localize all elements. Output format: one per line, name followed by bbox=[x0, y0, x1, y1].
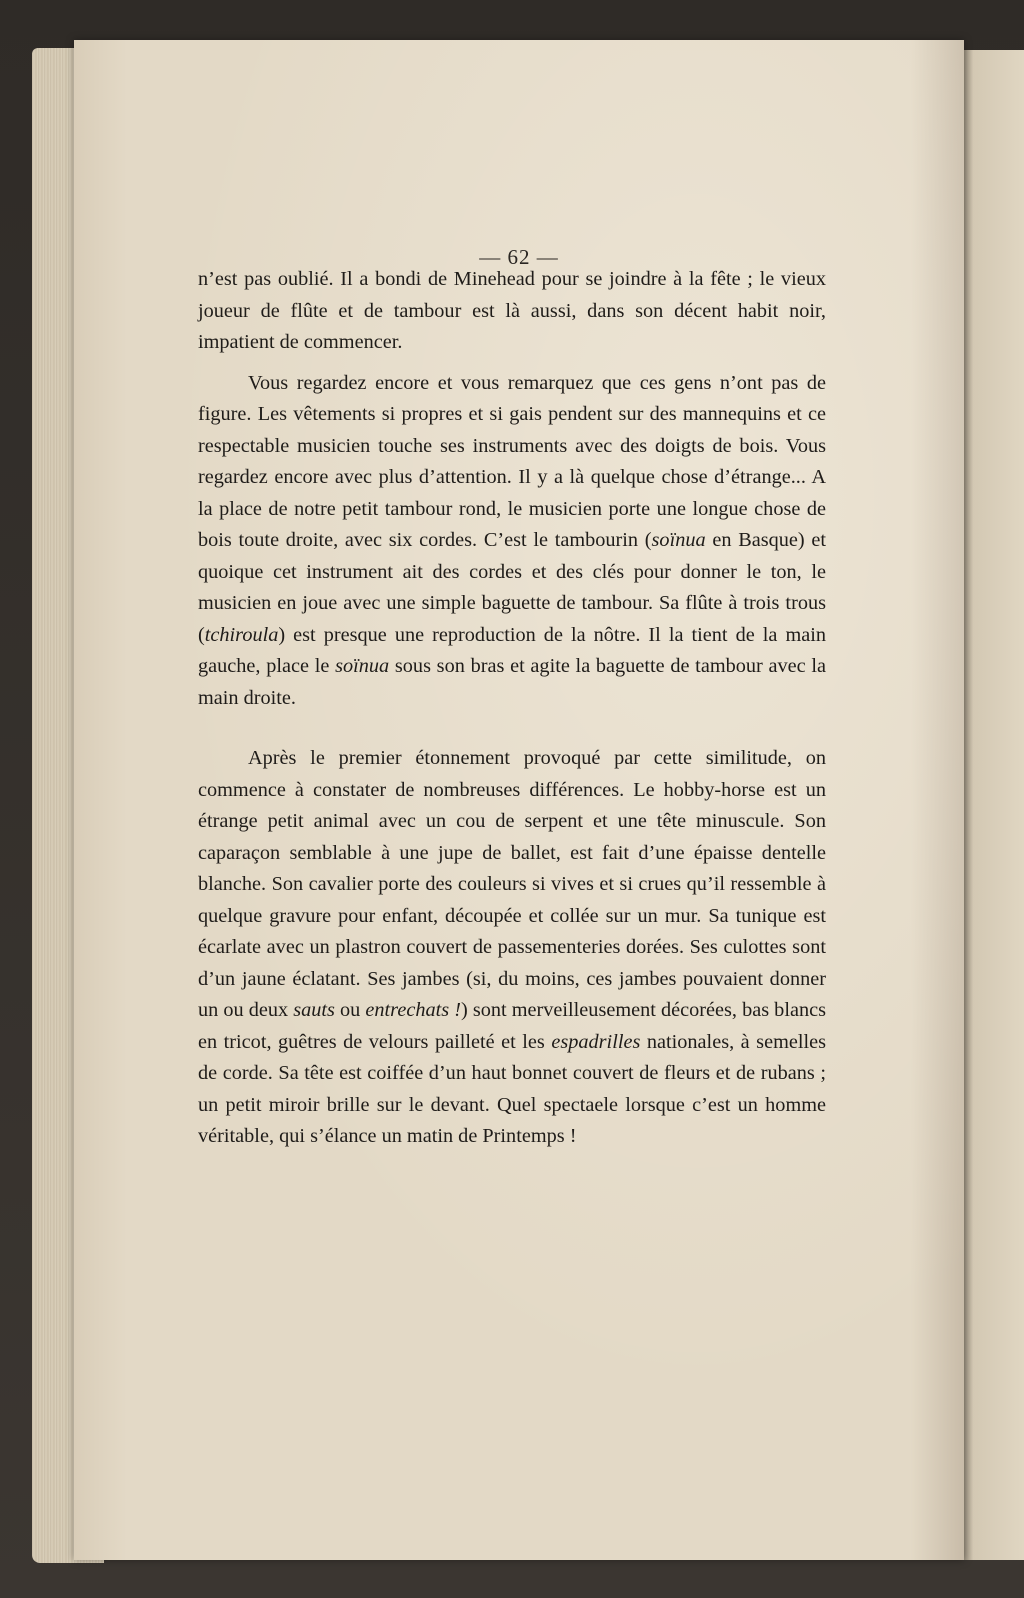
paragraph-1 bbox=[198, 264, 826, 359]
text-run: n’est pas oublié. Il a bondi de Minehead pour se joindre à la fête ; le vieux joueur de flûte et de tambour est là aussi, dans son décent habit noir, impatient de commencer. bbox=[198, 268, 826, 353]
italic-term: soïnua bbox=[335, 655, 390, 677]
text-run: en Basque) et quoique cet instrument ait des cordes et des clés pour donner le ton, le musicien en joue avec une simple baguette de tambour. Sa flûte à trois trous ( bbox=[198, 529, 826, 646]
italic-term: espadrilles bbox=[551, 1030, 641, 1053]
page-number: — 62 — bbox=[479, 245, 559, 269]
facing-page-edge bbox=[962, 50, 1024, 1560]
body-text bbox=[198, 264, 826, 1153]
paragraph-2 bbox=[198, 368, 826, 715]
text-run: Vous regardez encore et vous remarquez que ces gens n’ont pas de figure. Les vêtements si propres et si gais pendent sur des mannequins et ce respectable musicien touche ses instruments avec des doigts de bois. Vous regardez encore avec plus d’attention. Il y a là quelque chose d’étrange... A la place de notre petit tambour rond, le musicien porte une longue chose de bois toute droite, avec six cordes. C’est le tambourin ( bbox=[198, 371, 826, 551]
italic-term: sauts bbox=[293, 999, 335, 1021]
italic-term: entrechats ! bbox=[365, 999, 461, 1021]
text-run: ) sont merveilleusement décorées, bas blancs en tricot, guêtres de velours pailleté et les bbox=[198, 999, 826, 1053]
italic-term: soïnua bbox=[651, 529, 706, 551]
text-run: nationales, à semelles de corde. Sa tête est coiffée d’un haut bonnet couvert de fleurs et de rubans ; un petit miroir brille sur le devant. Quel spectaele lorsque c’est un homme véritable, qui s’élance un matin de Printemps ! bbox=[198, 1030, 827, 1147]
italic-term: tchiroula bbox=[204, 623, 279, 646]
text-run: Après le premier étonnement provoqué par cette similitude, on commence à constater de nombreuses différences. Le hobby-horse est un étrange petit animal avec un cou de serpent et une tête minuscule. Son caparaçon semblable à une jupe de ballet, est fait d’une épaisse dentelle blanche. Son cavalier porte des couleurs si vives et si crues qu’il ressemble à quelque gravure pour enfant, découpée et collée sur un mur. Sa tunique est écarlate avec un plastron couvert de passementeries dorées. Ses culottes sont d’un jaune éclatant. Ses jambes (si, du moins, ces jambes pouvaient donner un ou deux bbox=[198, 747, 826, 1021]
text-run: sous son bras et agite la baguette de tambour avec la main droite. bbox=[198, 655, 826, 709]
text-run: ou bbox=[334, 999, 366, 1021]
paragraph-3 bbox=[198, 743, 826, 1153]
text-run: ) est presque une reproduction de la nôtre. Il la tient de la main gauche, place le bbox=[198, 623, 826, 677]
